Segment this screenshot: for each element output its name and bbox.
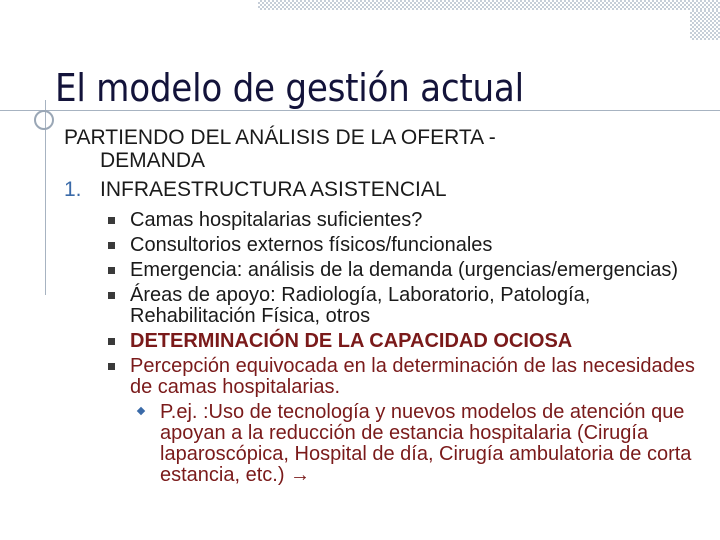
decorative-checker-band xyxy=(258,0,720,10)
square-bullet-icon xyxy=(108,363,115,370)
bullet-item: Percepción equivocada en la determinación de las necesidades de camas hospitalarias. P.ej. :Uso de tecnología y nuevos modelos de atención que apoyan a la reducción de estancia hospitalaria (Cirugía laparoscópica, Hospital de día, Cirugía ambulatoria de corta estancia, etc.) → xyxy=(108,356,714,486)
bullet-item: Camas hospitalarias suficientes? xyxy=(108,210,714,231)
bullet-item: Emergencia: análisis de la demanda (urgencias/emergencias) xyxy=(108,260,714,281)
square-bullet-icon xyxy=(108,267,115,274)
title-underline xyxy=(0,110,720,111)
square-bullet-icon xyxy=(108,292,115,299)
heading xyxy=(64,126,714,172)
diamond-bullet-icon xyxy=(137,407,145,415)
heading-line2: DEMANDA xyxy=(100,149,206,172)
bullet-item: Áreas de apoyo: Radiología, Laboratorio, Patología, Rehabilitación Física, otros xyxy=(108,285,714,327)
corner-ornament-icon xyxy=(34,110,54,130)
bullet-list xyxy=(108,210,714,486)
list-heading xyxy=(64,178,714,201)
heading-line1: PARTIENDO DEL ANÁLISIS DE LA OFERTA - xyxy=(64,126,496,149)
list-heading-text: INFRAESTRUCTURA ASISTENCIAL xyxy=(100,178,447,201)
square-bullet-icon xyxy=(108,242,115,249)
bullet-item: Consultorios externos físicos/funcionales xyxy=(108,235,714,256)
decorative-checker-corner xyxy=(690,10,720,40)
slide-title: El modelo de gestión actual xyxy=(55,66,524,110)
sub-bullet-item: P.ej. :Uso de tecnología y nuevos modelos de atención que apoyan a la reducción de estancia hospitalaria (Cirugía laparoscópica, Hospital de día, Cirugía ambulatoria de corta estancia, etc.) → xyxy=(130,402,714,486)
slide-content xyxy=(64,126,714,490)
square-bullet-icon xyxy=(108,217,115,224)
list-number: 1. xyxy=(64,178,82,201)
bullet-item-emphasis: DETERMINACIÓN DE LA CAPACIDAD OCIOSA xyxy=(108,331,714,352)
square-bullet-icon xyxy=(108,338,115,345)
